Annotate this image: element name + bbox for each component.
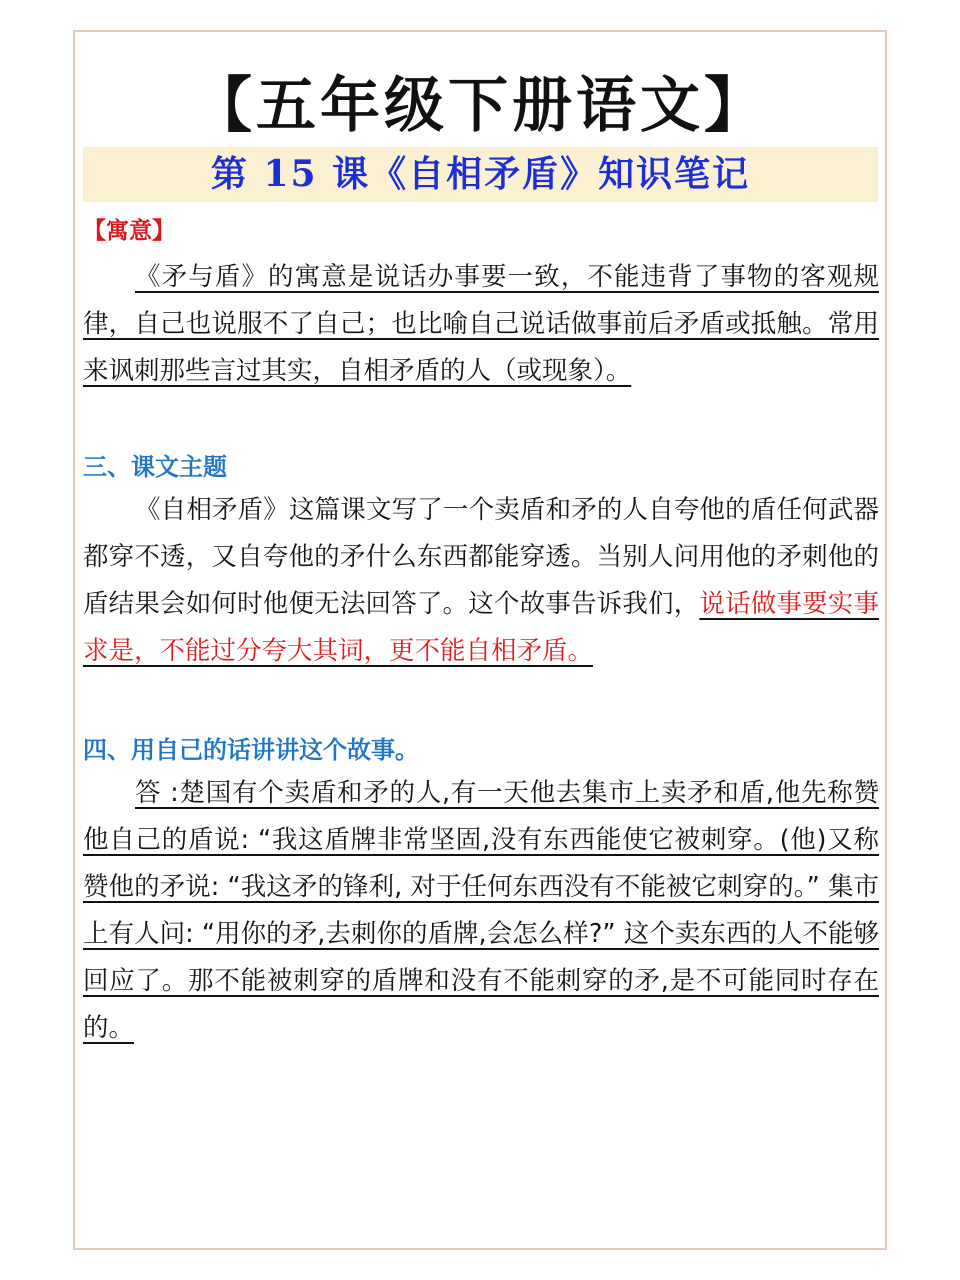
retell-paragraph <box>83 770 879 1052</box>
lesson-subtitle: 第 15 课《自相矛盾》知识笔记 <box>210 153 751 195</box>
subtitle-band <box>83 147 878 202</box>
section-theme-heading: 三、课文主题 <box>83 453 227 481</box>
theme-highlight-text: 说话做事要实事求是，不能过分夸大其词，更不能自相矛盾。 <box>83 589 879 666</box>
page-title: 【五年级下册语文】 <box>192 71 768 141</box>
retell-text: 答 :楚国有个卖盾和矛的人,有一天他去集市上卖矛和盾,他先称赞他自己的盾说: “我这盾牌非常坚固,没有东西能使它被刺穿。(他)又称赞他的矛说: “我这矛的锋利, 对于任何东西没有不能被它刺穿的。” 集市上有人问: “用你的矛,去刺你的盾牌,会怎么样?” 这个卖东西的人不能够回应了。那不能被刺穿的盾牌和没有不能刺穿的矛,是不可能同时存在的。 <box>83 778 879 1043</box>
moral-paragraph <box>83 254 879 395</box>
theme-paragraph <box>83 487 879 675</box>
section-retell-heading: 四、用自己的话讲讲这个故事。 <box>83 736 419 764</box>
moral-heading: 【寓意】 <box>83 218 175 244</box>
moral-text: 《矛与盾》的寓意是说话办事要一致，不能违背了事物的客观规律，自己也说服不了自己；也比喻自己说话做事前后矛盾或抵触。常用来讽刺那些言过其实，自相矛盾的人（或现象）。 <box>83 262 879 386</box>
theme-text: 《自相矛盾》这篇课文写了一个卖盾和矛的人自夸他的盾任何武器都穿不透，又自夸他的矛什么东西都能穿透。当别人问用他的矛刺他的盾结果会如何时他便无法回答了。这个故事告诉我们， <box>83 495 879 619</box>
